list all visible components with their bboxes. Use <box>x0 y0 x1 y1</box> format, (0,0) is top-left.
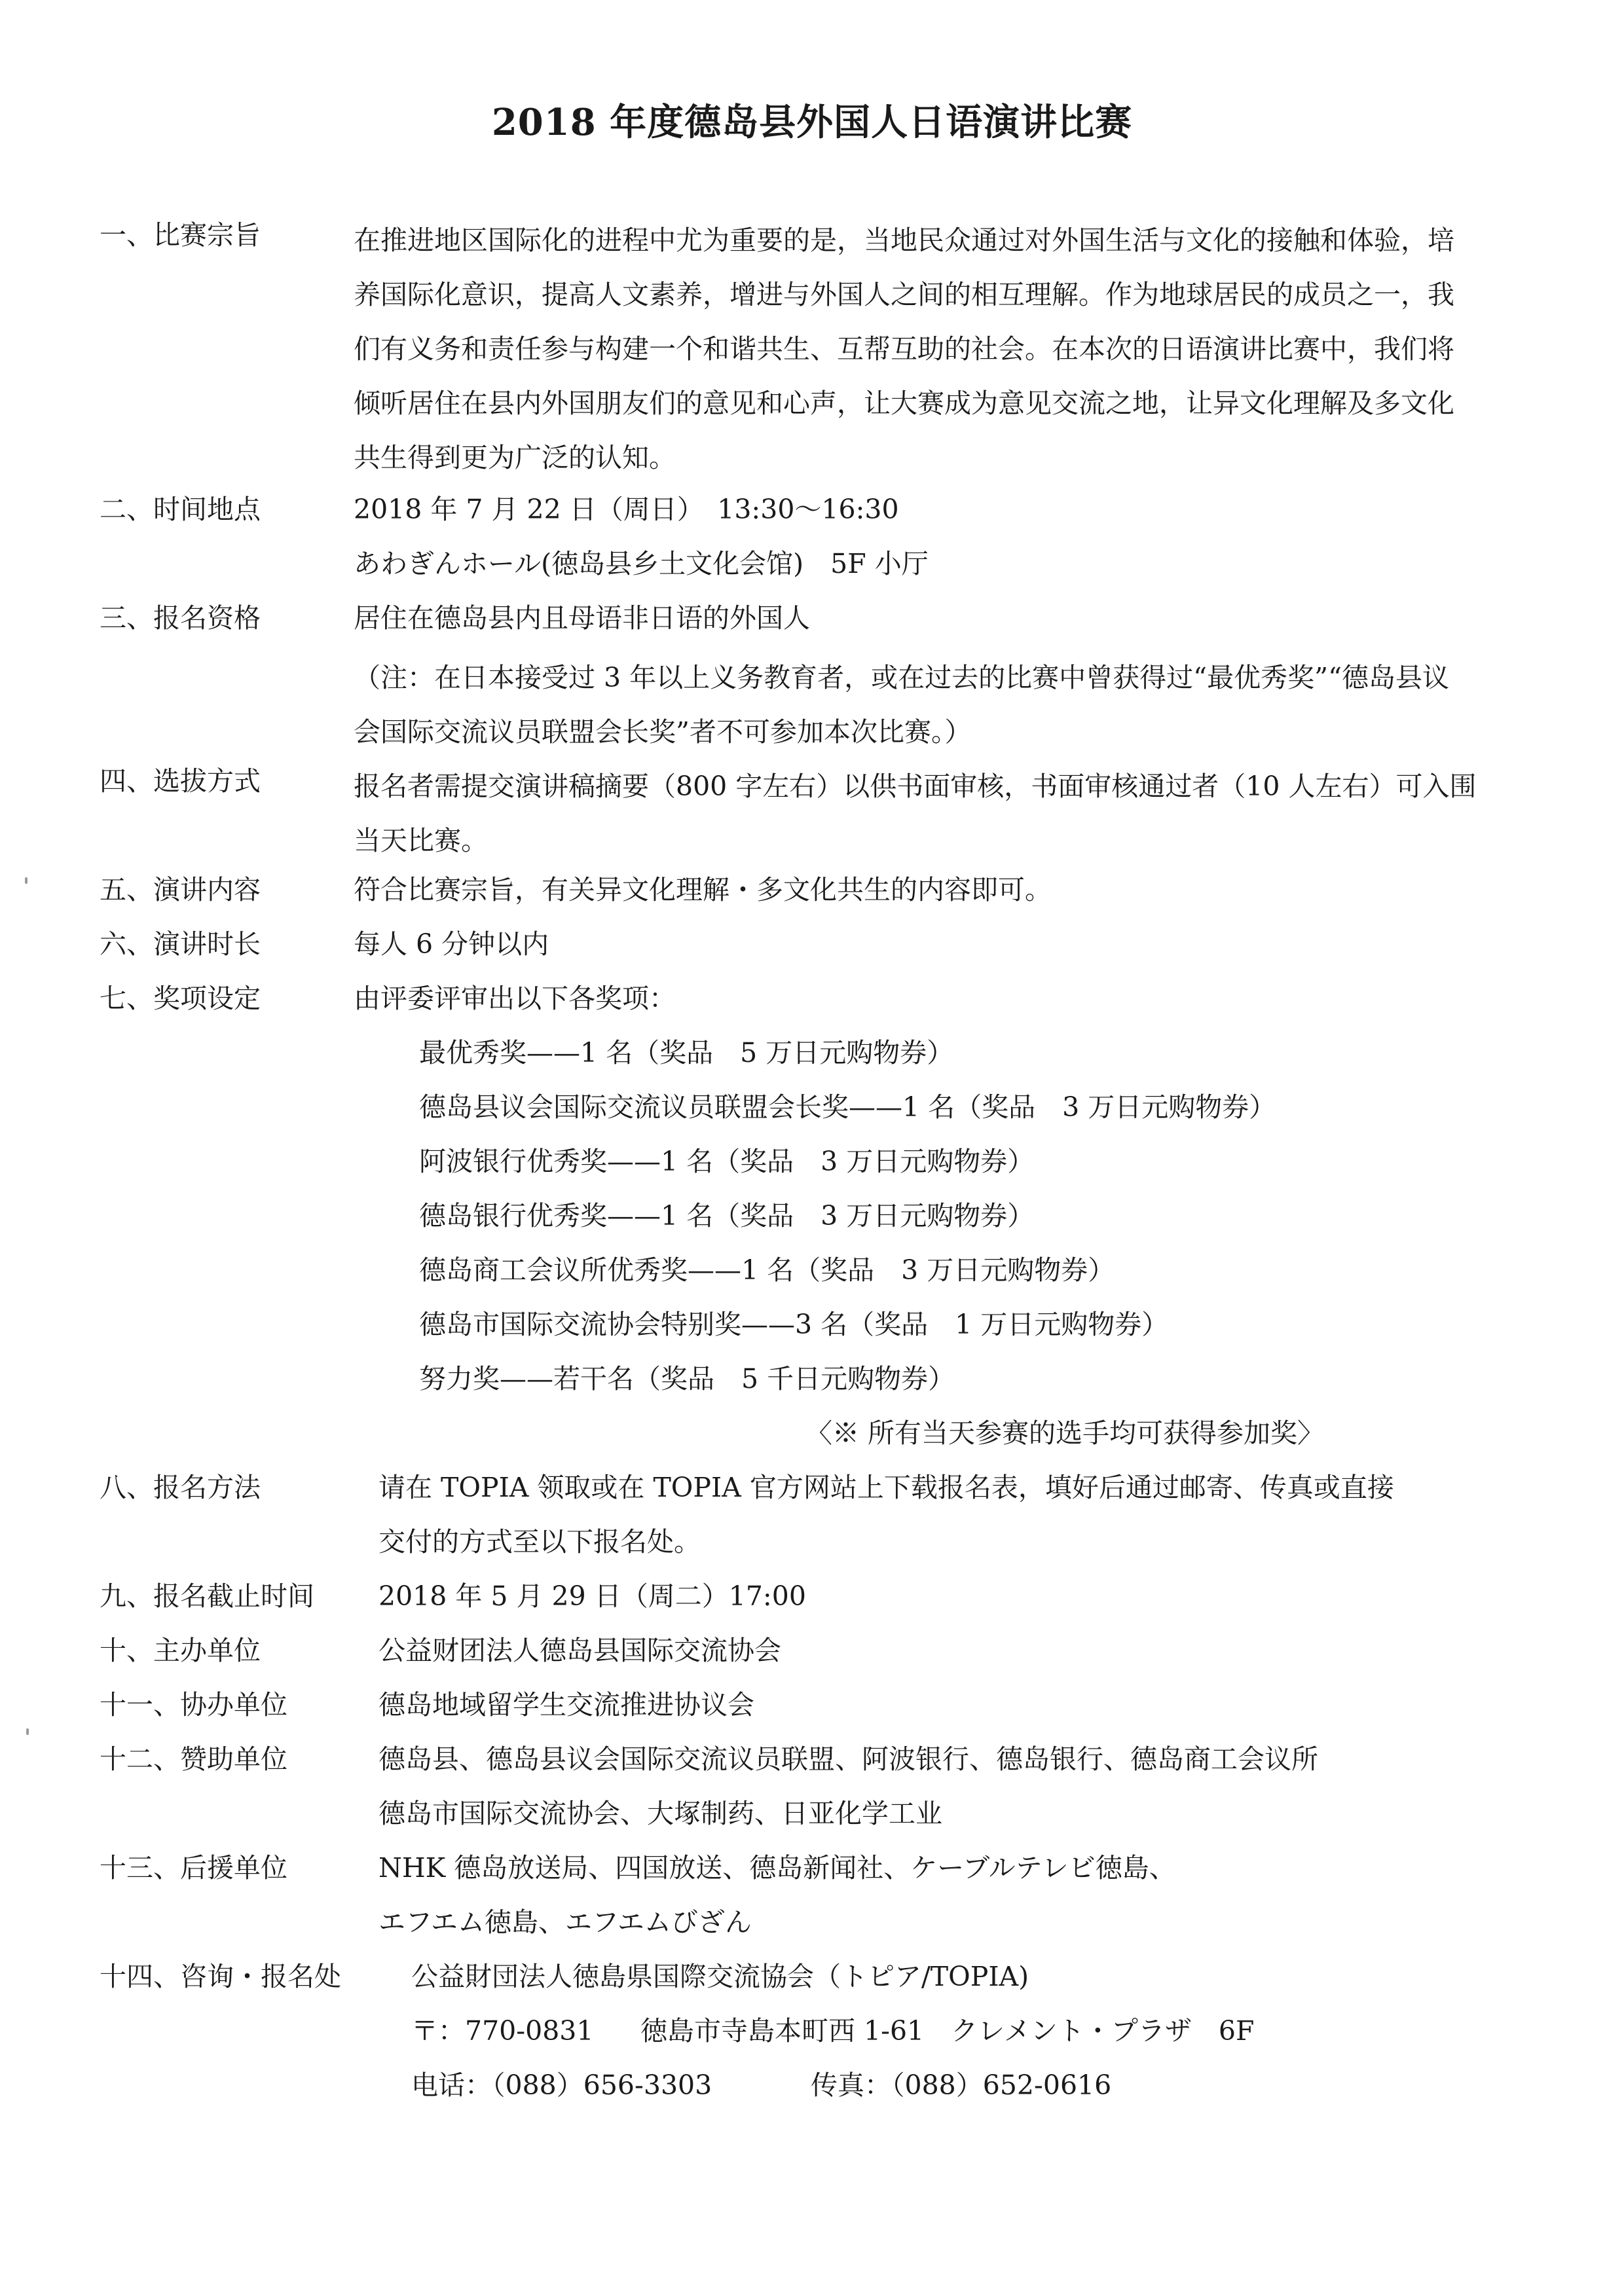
text-line: 倾听居住在县内外国朋友们的意见和心声，让大赛成为意见交流之地，让异文化理解及多文化 <box>354 388 1454 419</box>
award-item: 最优秀奖——1 名（奖品 5 万日元购物券） <box>419 1037 954 1068</box>
section-label-application-method: 八、报名方法 <box>100 1472 261 1503</box>
section-body-purpose <box>354 213 1532 485</box>
text-line: 当天比赛。 <box>354 825 488 856</box>
awards-note: 〈※ 所有当天参赛的选手均可获得参加奖〉 <box>805 1417 1325 1449</box>
event-datetime: 2018 年 7 月 22 日（周日） 13:30～16:30 <box>354 494 899 525</box>
awards-intro: 由评委评审出以下各奖项： <box>354 983 676 1014</box>
eligibility-text: 居住在德岛县内且母语非日语的外国人 <box>354 602 810 634</box>
text-line: （注：在日本接受过 3 年以上义务教育者，或在过去的比赛中曾获得过“最优秀奖”“德岛县议 <box>354 662 1450 693</box>
co-organizer-text: 德岛地域留学生交流推进协议会 <box>378 1689 754 1721</box>
text-line: 在推进地区国际化的进程中尤为重要的是，当地民众通过对外国生活与文化的接触和体验，培 <box>354 225 1454 256</box>
text-line: 们有义务和责任参与构建一个和谐共生、互帮互助的社会。在本次的日语演讲比赛中，我们将 <box>354 333 1454 365</box>
award-item: 德岛商工会议所优秀奖——1 名（奖品 3 万日元购物券） <box>419 1254 1115 1286</box>
section-label-sponsors: 十二、赞助单位 <box>100 1743 287 1775</box>
section-label-supporters: 十三、后援单位 <box>100 1852 287 1884</box>
award-item: 德岛县议会国际交流议员联盟会长奖——1 名（奖品 3 万日元购物券） <box>419 1091 1276 1123</box>
text-line: 会国际交流议员联盟会长奖”者不可参加本次比赛。） <box>354 716 972 748</box>
section-label-purpose: 一、比赛宗旨 <box>100 219 261 251</box>
contact-address: 徳島市寺島本町西 1-61 クレメント・プラザ 6F <box>640 2015 1255 2047</box>
eligibility-note <box>354 651 1532 759</box>
award-item: 德岛市国际交流协会特别奖——3 名（奖品 1 万日元购物券） <box>419 1309 1169 1340</box>
scan-speckle <box>25 877 28 884</box>
section-label-contact: 十四、咨询・报名处 <box>100 1961 341 1992</box>
section-label-selection: 四、选拔方式 <box>100 765 261 797</box>
section-label-co-organizer: 十一、协办单位 <box>100 1689 287 1721</box>
document-title: 2018 年度德岛县外国人日语演讲比赛 <box>491 101 1133 144</box>
content-text: 符合比赛宗旨，有关异文化理解・多文化共生的内容即可。 <box>354 874 1052 905</box>
text-line: 养国际化意识，提高人文素养，增进与外国人之间的相互理解。作为地球居民的成员之一，我 <box>354 279 1454 310</box>
event-venue: あわぎんホール(徳岛县乡土文化会馆) 5F 小厅 <box>354 548 929 579</box>
sponsors-line: 德岛县、德岛县议会国际交流议员联盟、阿波银行、德岛银行、德岛商工会议所 <box>378 1743 1318 1775</box>
award-item: 德岛银行优秀奖——1 名（奖品 3 万日元购物券） <box>419 1200 1035 1231</box>
organizer-text: 公益财团法人德岛县国际交流协会 <box>378 1635 781 1666</box>
contact-postal-code: 〒：770-0831 <box>411 2015 594 2047</box>
supporters-line: エフエム徳島、エフエムびざん <box>378 1906 752 1938</box>
selection-text <box>354 759 1532 868</box>
section-label-organizer: 十、主办单位 <box>100 1635 261 1666</box>
section-label-awards: 七、奖项设定 <box>100 983 261 1014</box>
contact-phone: 电话：（088）656-3303 <box>411 2069 712 2101</box>
award-item: 努力奖——若干名（奖品 5 千日元购物券） <box>419 1363 955 1394</box>
section-label-time-place: 二、时间地点 <box>100 494 261 525</box>
text-line: 报名者需提交演讲稿摘要（800 字左右）以供书面审核，书面审核通过者（10 人左右）可入围 <box>354 771 1477 802</box>
application-method-line: 交付的方式至以下报名处。 <box>378 1526 701 1558</box>
deadline-text: 2018 年 5 月 29 日（周二）17:00 <box>378 1580 806 1612</box>
supporters-line: NHK 德岛放送局、四国放送、德岛新闻社、ケーブルテレビ徳島、 <box>378 1852 1176 1884</box>
section-label-content: 五、演讲内容 <box>100 874 261 905</box>
section-label-deadline: 九、报名截止时间 <box>100 1580 314 1612</box>
application-method-line: 请在 TOPIA 领取或在 TOPIA 官方网站上下载报名表，填好后通过邮寄、传真或直接 <box>378 1472 1394 1503</box>
contact-fax: 传真：（088）652-0616 <box>811 2069 1112 2101</box>
award-item: 阿波银行优秀奖——1 名（奖品 3 万日元购物券） <box>419 1146 1035 1177</box>
sponsors-line: 德岛市国际交流协会、大塚制药、日亚化学工业 <box>378 1798 942 1829</box>
contact-org: 公益財団法人徳島県国際交流協会（トピア/TOPIA) <box>411 1961 1029 1992</box>
scan-speckle <box>26 1728 29 1735</box>
text-line: 共生得到更为广泛的认知。 <box>354 442 676 473</box>
duration-text: 每人 6 分钟以内 <box>354 928 549 960</box>
section-label-eligibility: 三、报名资格 <box>100 602 261 634</box>
section-label-duration: 六、演讲时长 <box>100 928 261 960</box>
